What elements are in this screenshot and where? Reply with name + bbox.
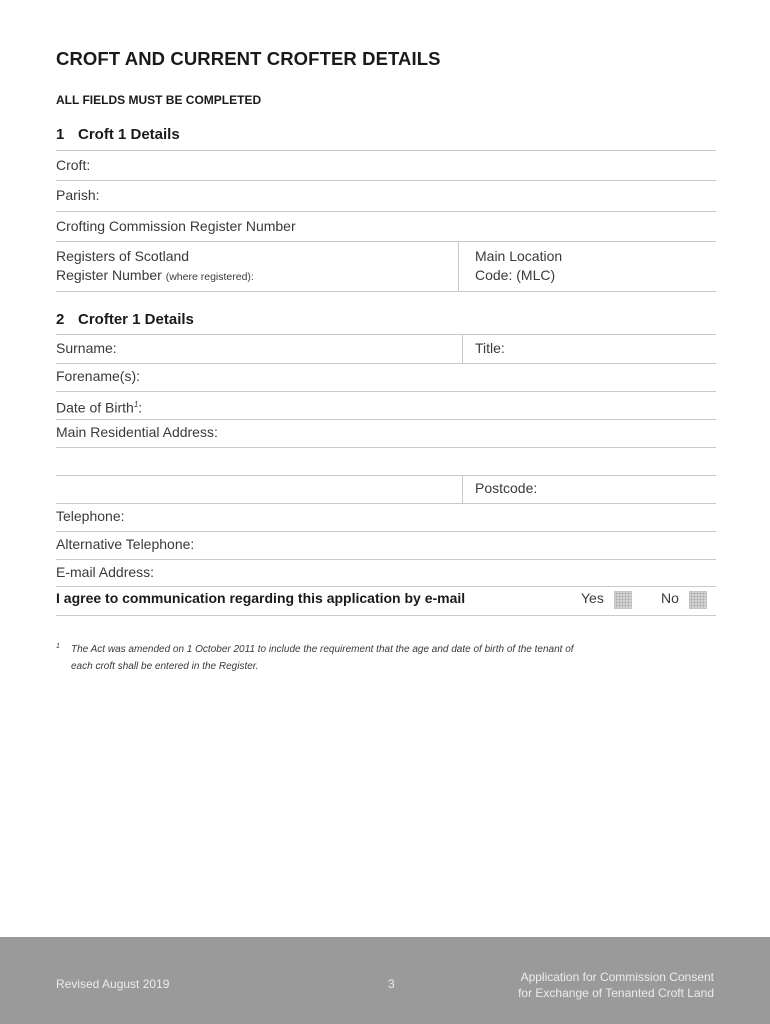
- mlc-field[interactable]: [475, 247, 562, 285]
- section-1-number: 1: [56, 126, 65, 143]
- revision-date: Revised August 2019: [56, 977, 170, 991]
- ros-register-field[interactable]: [56, 247, 254, 287]
- divider: [56, 586, 716, 587]
- yes-label: Yes: [581, 590, 604, 606]
- column-divider: [462, 334, 463, 363]
- mlc-label-line1: Main Location: [475, 248, 563, 264]
- dob-label: Date of Birth: [56, 399, 134, 416]
- divider: [56, 503, 716, 504]
- divider: [56, 391, 716, 392]
- section-2-heading: [56, 311, 194, 328]
- title-field[interactable]: Title:: [475, 340, 505, 356]
- divider: [56, 615, 716, 616]
- telephone-field[interactable]: Telephone:: [56, 508, 125, 524]
- application-title-line1: Application for Commission Consent: [520, 970, 714, 984]
- section-1-title: Croft 1 Details: [78, 126, 180, 143]
- divider: [56, 531, 716, 532]
- divider: [56, 419, 716, 420]
- dob-field[interactable]: [56, 395, 142, 418]
- divider: [56, 150, 716, 151]
- no-checkbox[interactable]: [689, 591, 707, 609]
- ros-label-line1: Registers of Scotland: [56, 248, 190, 264]
- divider: [56, 475, 716, 476]
- divider: [56, 559, 716, 560]
- footnote-marker: 1: [133, 400, 139, 409]
- ros-label-note: (where registered):: [165, 271, 254, 283]
- section-1-heading: [56, 126, 180, 143]
- section-2-title: Crofter 1 Details: [78, 311, 194, 328]
- application-title-line2: for Exchange of Tenanted Croft Land: [518, 986, 714, 1000]
- alt-telephone-field[interactable]: Alternative Telephone:: [56, 536, 195, 552]
- email-consent-label: I agree to communication regarding this application by e-mail: [56, 590, 466, 606]
- divider: [56, 334, 716, 335]
- dob-colon: :: [138, 399, 143, 416]
- footnote: [56, 641, 596, 675]
- mlc-label-line2: Code: (MLC): [475, 267, 556, 283]
- postcode-field[interactable]: Postcode:: [475, 480, 538, 496]
- email-field[interactable]: E-mail Address:: [56, 564, 155, 580]
- parish-field[interactable]: Parish:: [56, 187, 100, 203]
- divider: [56, 363, 716, 364]
- page-title: CROFT AND CURRENT CROFTER DETAILS: [56, 48, 441, 69]
- page-number: 3: [388, 977, 395, 991]
- ros-label-line2: Register Number: [56, 267, 162, 283]
- page-footer: [0, 937, 770, 1024]
- section-2-number: 2: [56, 311, 65, 328]
- divider: [56, 180, 716, 181]
- croft-field[interactable]: Croft:: [56, 157, 91, 173]
- application-title: [454, 969, 714, 1001]
- yes-checkbox[interactable]: [614, 591, 632, 609]
- column-divider: [458, 241, 459, 291]
- footnote-number: 1: [56, 643, 60, 650]
- footnote-text: The Act was amended on 1 October 2011 to include the requirement that the age and date of birth of the tenant of each croft shall be entered in the Register.: [71, 644, 574, 672]
- address-field[interactable]: Main Residential Address:: [56, 424, 218, 440]
- instruction-text: ALL FIELDS MUST BE COMPLETED: [56, 93, 262, 107]
- divider: [56, 291, 716, 292]
- no-label: No: [661, 590, 679, 606]
- divider: [56, 211, 716, 212]
- register-number-field[interactable]: Crofting Commission Register Number: [56, 218, 296, 234]
- surname-field[interactable]: Surname:: [56, 340, 117, 356]
- divider: [56, 241, 716, 242]
- forenames-field[interactable]: Forename(s):: [56, 368, 141, 384]
- divider: [56, 447, 716, 448]
- column-divider: [462, 475, 463, 503]
